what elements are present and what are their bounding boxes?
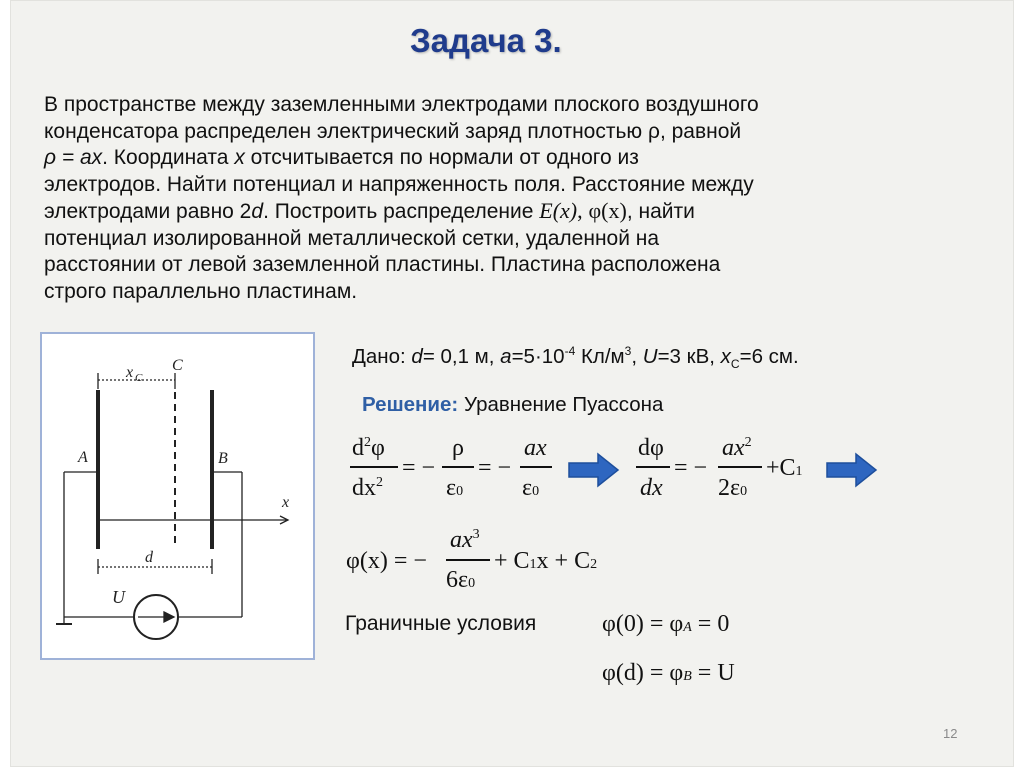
label-b: B — [218, 450, 228, 467]
boundary-condition-2: φ(d) = φB = U — [602, 660, 735, 686]
circuit-svg — [42, 334, 313, 658]
given-data: Дано: d= 0,1 м, $a=5\cdot 10^{-4}$ $Кл/м^3$, U=3 кВ, $x_C=6$ см. — [352, 344, 799, 371]
problem-line: расстоянии от левой заземленной пластины. Пластина расположена — [44, 253, 721, 276]
problem-line: электродов. Найти потенциал и напряженность поля. Расстояние между — [44, 172, 754, 196]
slide-title: Задача 3. — [410, 22, 562, 59]
label-d: d — [145, 549, 153, 566]
problem-line: электродами равно 2d. Построить распределение E(x), φ(x), найти — [44, 198, 695, 223]
problem-line: ρ = ax. Координата x отсчитывается по нормали от одного из — [44, 146, 639, 169]
problem-line: В пространстве между заземленными электродами плоского воздушного — [44, 93, 759, 116]
arrow-right-icon — [826, 452, 878, 488]
field-function: E(x) — [539, 198, 578, 223]
svg-text:C: C — [135, 372, 143, 384]
problem-line: строго параллельно пластинам. — [44, 279, 358, 303]
potential-function: φ(x) — [588, 198, 627, 223]
solution-heading: Решение: Уравнение Пуассона — [362, 393, 664, 416]
label-xc: x — [126, 364, 134, 381]
rho-expression: ρ = ax — [44, 146, 103, 169]
boundary-condition-1: φ(0) = φA = 0 — [602, 611, 730, 637]
label-c: C — [172, 357, 183, 374]
page-number: 12 — [943, 726, 958, 741]
problem-line: конденсатора распределен электрический заряд плотностью ρ, равной — [44, 119, 742, 143]
label-u: U — [112, 587, 125, 607]
problem-statement — [44, 92, 924, 305]
solution-label: Решение: — [362, 393, 459, 416]
label-a: A — [78, 449, 88, 466]
label-x: x — [282, 494, 290, 511]
circuit-diagram — [40, 332, 315, 660]
boundary-conditions-label: Граничные условия — [345, 612, 537, 635]
arrow-right-icon — [568, 452, 620, 488]
problem-line: потенциал изолированной металлической сетки, удаленной на — [44, 226, 660, 250]
